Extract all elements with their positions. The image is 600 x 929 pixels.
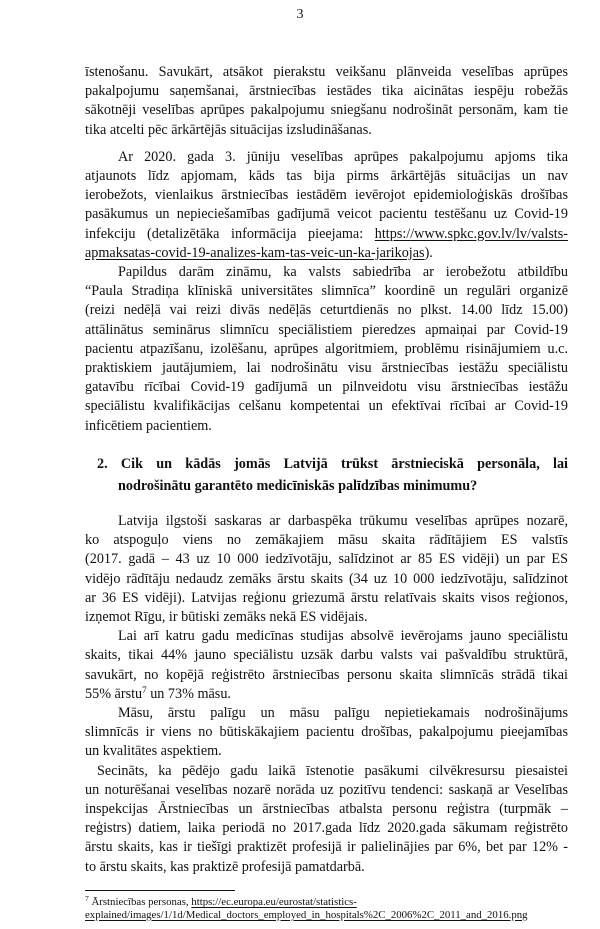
text-line-with-link — [85, 244, 568, 263]
heading-line: 2. Cik un kādās jomās Latvijā trūkst ārstnieciskā personāla, lai — [97, 456, 568, 472]
text-line: “Paula Stradiņa klīniskā universitātes slimnīca” koordinē un regulāri organizē — [85, 283, 568, 300]
text-line-with-link — [85, 225, 568, 244]
text-line: vidējo rādītāju nedaudz zemāks ārstu skaits (34 uz 10 000 iedzīvotāju, salīdzinot — [85, 570, 568, 587]
eurostat-link[interactable]: https://ec.europa.eu/eurostat/statistics- — [191, 896, 357, 908]
text-line: attālinātus seminārus slimnīcu speciālistiem pieredzes apmaiņai par Covid-19 — [85, 321, 568, 338]
footnote-7 — [85, 896, 568, 921]
text-line: un noturēšanai veselības nozarē norāda uz pozitīvu tendenci: saskaņā ar Veselības — [85, 781, 568, 798]
body-text-lower — [85, 512, 568, 877]
footnote-line — [85, 909, 568, 922]
section-heading-question-2 — [85, 453, 568, 497]
text-line: Māsu, ārstu palīgu un māsu palīgu nepietiekamais nodrošinājums — [118, 705, 568, 722]
text-line: speciālistu kvalifikācijas celšanu kompetentai un efektīvai rīcībai ar Covid-19 — [85, 398, 568, 415]
text-line: Latvija ilgstoši saskaras ar darbaspēka trūkumu veselības aprūpes nozarē, — [118, 513, 568, 529]
line-text: un 73% māsu. — [146, 685, 231, 702]
text-line: (reizi nedēļā vai reizi divās nedēļās ceturtdienās no plkst. 14.00 līdz 15.00) — [85, 302, 568, 319]
text-line: tika atcelti pēc ārkārtējās situācijas izsludināšanas. — [85, 121, 372, 138]
text-line: pacientu atpazīšanu, izolēšanu, aprūpes algoritmiem, problēmu risinājumiem u.c. — [85, 340, 568, 357]
text-line: izņemot Rīgu, ir būtiski zemāks nekā ES vidējais. — [85, 609, 368, 626]
text-line: pakalpojumu saņemšanai, ārstniecības iestādes tika aicinātas iespēju robežās — [85, 83, 568, 100]
text-line: Papildus darām zināmu, ka valsts sabiedrība ar ierobežotu atbildību — [118, 264, 568, 281]
text-line: skaits, tikai 44% jauno speciālistu uzsāk darbu valsts vai pašvaldību struktūrā, — [85, 647, 568, 664]
text-line: (2017. gadā – 43 uz 10 000 iedzīvotāju, salīdzinot ar 85 ES vidēji) un par ES — [85, 551, 568, 568]
text-line: to ārstu skaits, kas praktizē profesijā pamatdarbā. — [85, 858, 365, 875]
footnote-marker: 7 — [85, 894, 89, 903]
text-line: ar 36 ES vidēji). Latvijas reģionu griezumā ārstu relatīvais skaits visos reģionos, — [85, 589, 568, 606]
text-line: Ar 2020. gada 3. jūniju veselības aprūpes pakalpojumu apjoms tika — [118, 148, 568, 165]
text-line: ārstu skaits, kas ir tiešīgi praktizēt profesijā ir palielinājies par 6%, bet par 12% - — [85, 839, 568, 856]
paragraph-graduates — [85, 627, 568, 704]
link-lead-text: infekciju (detalizētāka informācija pieejama: — [85, 225, 375, 242]
paragraph-nurse-shortage — [85, 704, 568, 762]
footnote-reference: 7 — [142, 684, 147, 695]
body-text-upper — [85, 63, 568, 436]
paragraph-positive-trend — [85, 762, 568, 877]
text-line: ko atspoguļo viens no zemākajiem māsu skaita rādītājiem ES valstīs — [85, 532, 568, 549]
text-line: inficētiem pacientiem. — [85, 417, 212, 434]
link-trail-text: ). — [424, 244, 433, 261]
paragraph-seminars — [85, 263, 568, 436]
text-line: un kvalitātes aspektiem. — [85, 743, 222, 760]
text-line: sākotnēji veselības aprūpes pakalpojumu sniegšanu nodrošināt personām, kam tie — [85, 102, 568, 119]
text-line-with-footnote-ref — [85, 685, 568, 704]
spkc-info-link[interactable]: https://www.spkc.gov.lv/lv/valsts- — [374, 225, 568, 242]
text-line: inspekcijas Ārstniecības un ārstniecības atbalsta personu reģistra (turpmāk – — [85, 801, 568, 818]
text-line: pasākumus un nepieciešamības gadījumā veicot pacientu testēšanu uz Covid-19 — [85, 206, 568, 223]
text-line: Secināts, ka pēdējo gadu laikā īstenotie pasākumi cilvēkresursu piesaistei — [97, 762, 568, 779]
footnote-separator — [85, 890, 235, 891]
text-line: savukārt, no kopējā reģistrēto ārstniecības personu skaita slimnīcās strādā tikai — [85, 666, 568, 683]
text-line: reģistrs) datiem, laika periodā no 2017.gada līdz 2020.gada sākumam reģistrēto — [85, 820, 568, 837]
text-line: ierobežots, vienlaikus ārstniecības iestādēm ievērojot epidemioloģiskās drošības — [85, 187, 568, 204]
footnote-line — [85, 896, 568, 909]
paragraph-workforce-shortage — [85, 512, 568, 627]
footnote-label: Ārstniecības personas, — [88, 896, 192, 908]
text-line: slimnīcās ir viens no būtiskākajiem pacientu drošības, pakalpojumu pieejamības — [85, 724, 568, 741]
heading-line: nodrošinātu garantēto medicīniskās palīdzības minimumu? — [118, 478, 478, 494]
eurostat-link-continued[interactable]: explained/images/1/1d/Medical_doctors_employed_in_hospitals%2C_2006%2C_2011_and_2016.png — [85, 908, 528, 921]
page-number: 3 — [296, 7, 304, 22]
text-line: īstenošanu. Savukārt, atsākot pierakstu veikšanu plānveida veselības aprūpes — [85, 64, 568, 80]
line-text: 55% ārstu — [85, 685, 143, 702]
paragraph-appointments-resumed — [85, 63, 568, 140]
paragraph-service-volume-restored — [85, 148, 568, 263]
text-line: praktiskiem jautājumiem, lai nodrošinātu visu ārstniecības iestāžu speciālistu — [85, 360, 568, 377]
text-line: gatavību rīcībai Covid-19 gadījumā un pilnveidotu visu ārstniecības iestāžu — [85, 379, 568, 396]
text-line: atjaunots līdz apjomam, kāds tas bija pirms ārkārtējās situācijas un nav — [85, 168, 568, 185]
spkc-info-link-continued[interactable]: apmaksatas-covid-19-analizes-kam-tas-veic-un-ka-jarikojas — [85, 244, 425, 261]
text-line: Lai arī katru gadu medicīnas studijas absolvē ievērojams jauno speciālistu — [118, 628, 568, 645]
